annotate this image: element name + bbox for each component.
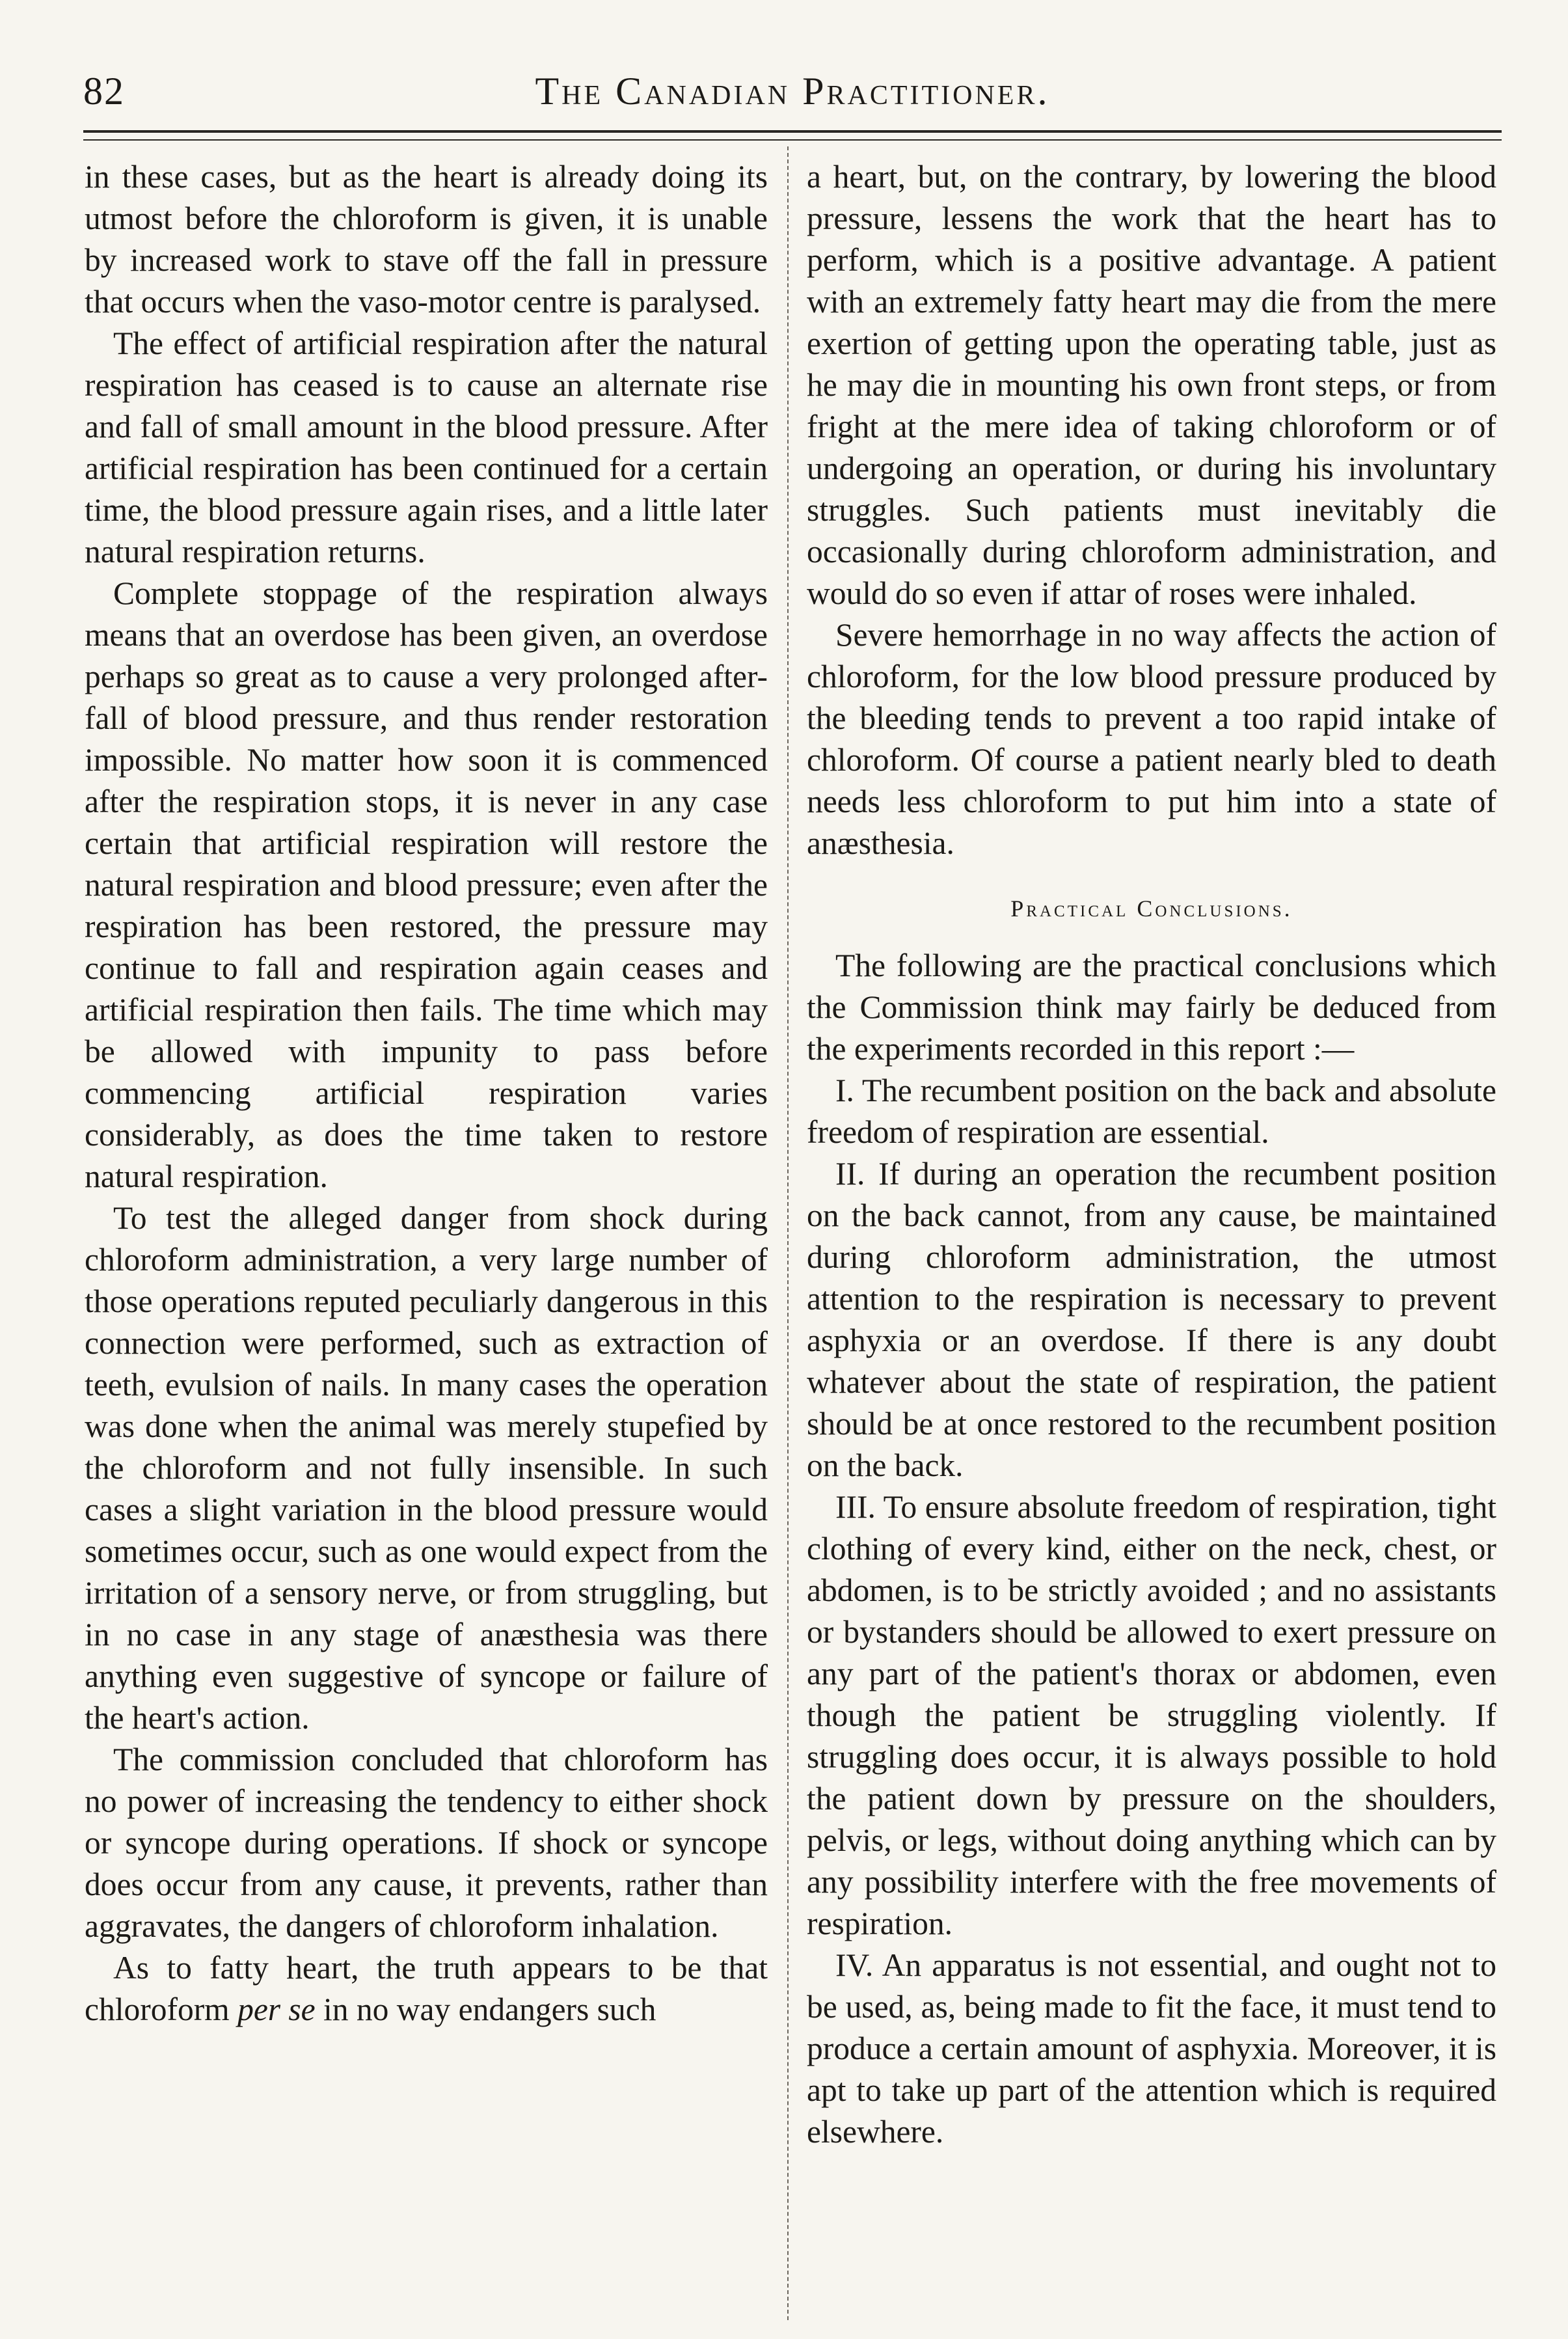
- paragraph: To test the alleged danger from shock during chloroform administration, a very large number of those operations reputed peculiarly dangerous in this connection were performed, such as extraction of teeth, evulsion of nails. In many cases the operation was done when the animal was merely stupefied by the chloroform and not fully insensible. In such cases a slight variation in the blood pressure would sometimes occur, such as one would expect from the irritation of a sensory nerve, or from struggling, but in no case in any stage of anæsthesia was there anything even suggestive of syncope or failure of the heart's action.: [85, 1200, 768, 1736]
- running-title: The Canadian Practitioner.: [535, 70, 1050, 113]
- conclusion-item: I. The recumbent position on the back and absolute freedom of respiration are essential.: [807, 1073, 1496, 1150]
- conclusion-item: IV. An apparatus is not essential, and ought not to be used, as, being made to fit the face, it must tend to produce a certain amount of asphyxia. Moreover, it is apt to take up part of the attention which is required elsewhere.: [807, 1947, 1496, 2150]
- paragraph-text: As to fatty heart, the truth appears to be that chloroform: [85, 1950, 768, 2027]
- header-rule: [83, 130, 1502, 133]
- header-rule-thin: [83, 139, 1502, 141]
- paragraph: Severe hemorrhage in no way affects the action of chloroform, for the low blood pressure produced by the bleeding tends to prevent a too rapid intake of chloroform. Of course a patient nearly bled to death needs less chloroform to put him into a state of anæsthesia.: [807, 617, 1496, 861]
- paragraph: a heart, but, on the contrary, by lowering the blood pressure, lessens the work that the heart has to perform, which is a positive advantage. A patient with an extremely fatty heart may die from the mere exertion of getting upon the operating table, just as he may die in mounting his own front steps, or from fright at the mere idea of taking chloroform or of undergoing an operation, or during his involuntary struggles. Such patients must inevitably die occasionally during chloroform administration, and would do so even if attar of roses were inhaled.: [807, 159, 1496, 611]
- left-column: [85, 156, 768, 2323]
- page-number: 82: [83, 70, 125, 113]
- page-header: [83, 64, 1502, 129]
- italic-text: per se: [237, 1991, 316, 2027]
- paragraph-text: in no way endangers such: [315, 1991, 656, 2027]
- conclusion-item: III. To ensure absolute freedom of respiration, tight clothing of every kind, either on the neck, chest, or abdomen, is to be strictly avoided ; and no assistants or bystanders should be allowed to exert pressure on any part of the patient's thorax or abdomen, even though the patient be struggling violently. If struggling does occur, it is always possible to hold the patient down by pressure on the shoulders, pelvis, or legs, without doing anything which can by any possibility interfere with the free movements of respiration.: [807, 1489, 1496, 1941]
- conclusion-item: II. If during an operation the recumbent position on the back cannot, from any cause, be maintained during chloroform administration, the utmost attention to the respiration is necessary to prevent asphyxia or an overdose. If there is any doubt whatever about the state of respiration, the patient should be at once restored to the recumbent position on the back.: [807, 1156, 1496, 1483]
- right-column: [807, 156, 1496, 2323]
- paragraph: The commission concluded that chloroform has no power of increasing the tendency to either shock or syncope during operations. If shock or syncope does occur from any cause, it prevents, rather than aggravates, the dangers of chloroform inhalation.: [85, 1742, 768, 1944]
- paragraph: The effect of artificial respiration after the natural respiration has ceased is to cause an alternate rise and fall of small amount in the blood pressure. After artificial respiration has been continued for a certain time, the blood pressure again rises, and a little later natural respiration returns.: [85, 325, 768, 569]
- paragraph: in these cases, but as the heart is already doing its utmost before the chloroform is given, it is unable by increased work to stave off the fall in pressure that occurs when the vaso-motor centre is paralysed.: [85, 159, 768, 320]
- paragraph: [85, 1947, 768, 2031]
- column-divider: [787, 146, 789, 2320]
- paragraph: Complete stoppage of the respiration always means that an overdose has been given, an overdose perhaps so great as to cause a very prolonged after-fall of blood pressure, and thus render restoration impossible. No matter how soon it is commenced after the respiration stops, it is never in any case certain that artificial respiration will restore the natural respiration and blood pressure; even after the respiration has been restored, the pressure may continue to fall and respiration again ceases and artificial respiration then fails. The time which may be allowed with impunity to pass before commencing artificial respiration varies considerably, as does the time taken to restore natural respiration.: [85, 575, 768, 1194]
- paragraph: The following are the practical conclusions which the Commission think may fairly be deduced from the experiments recorded in this report :—: [807, 948, 1496, 1067]
- section-heading: Practical Conclusions.: [1010, 896, 1293, 922]
